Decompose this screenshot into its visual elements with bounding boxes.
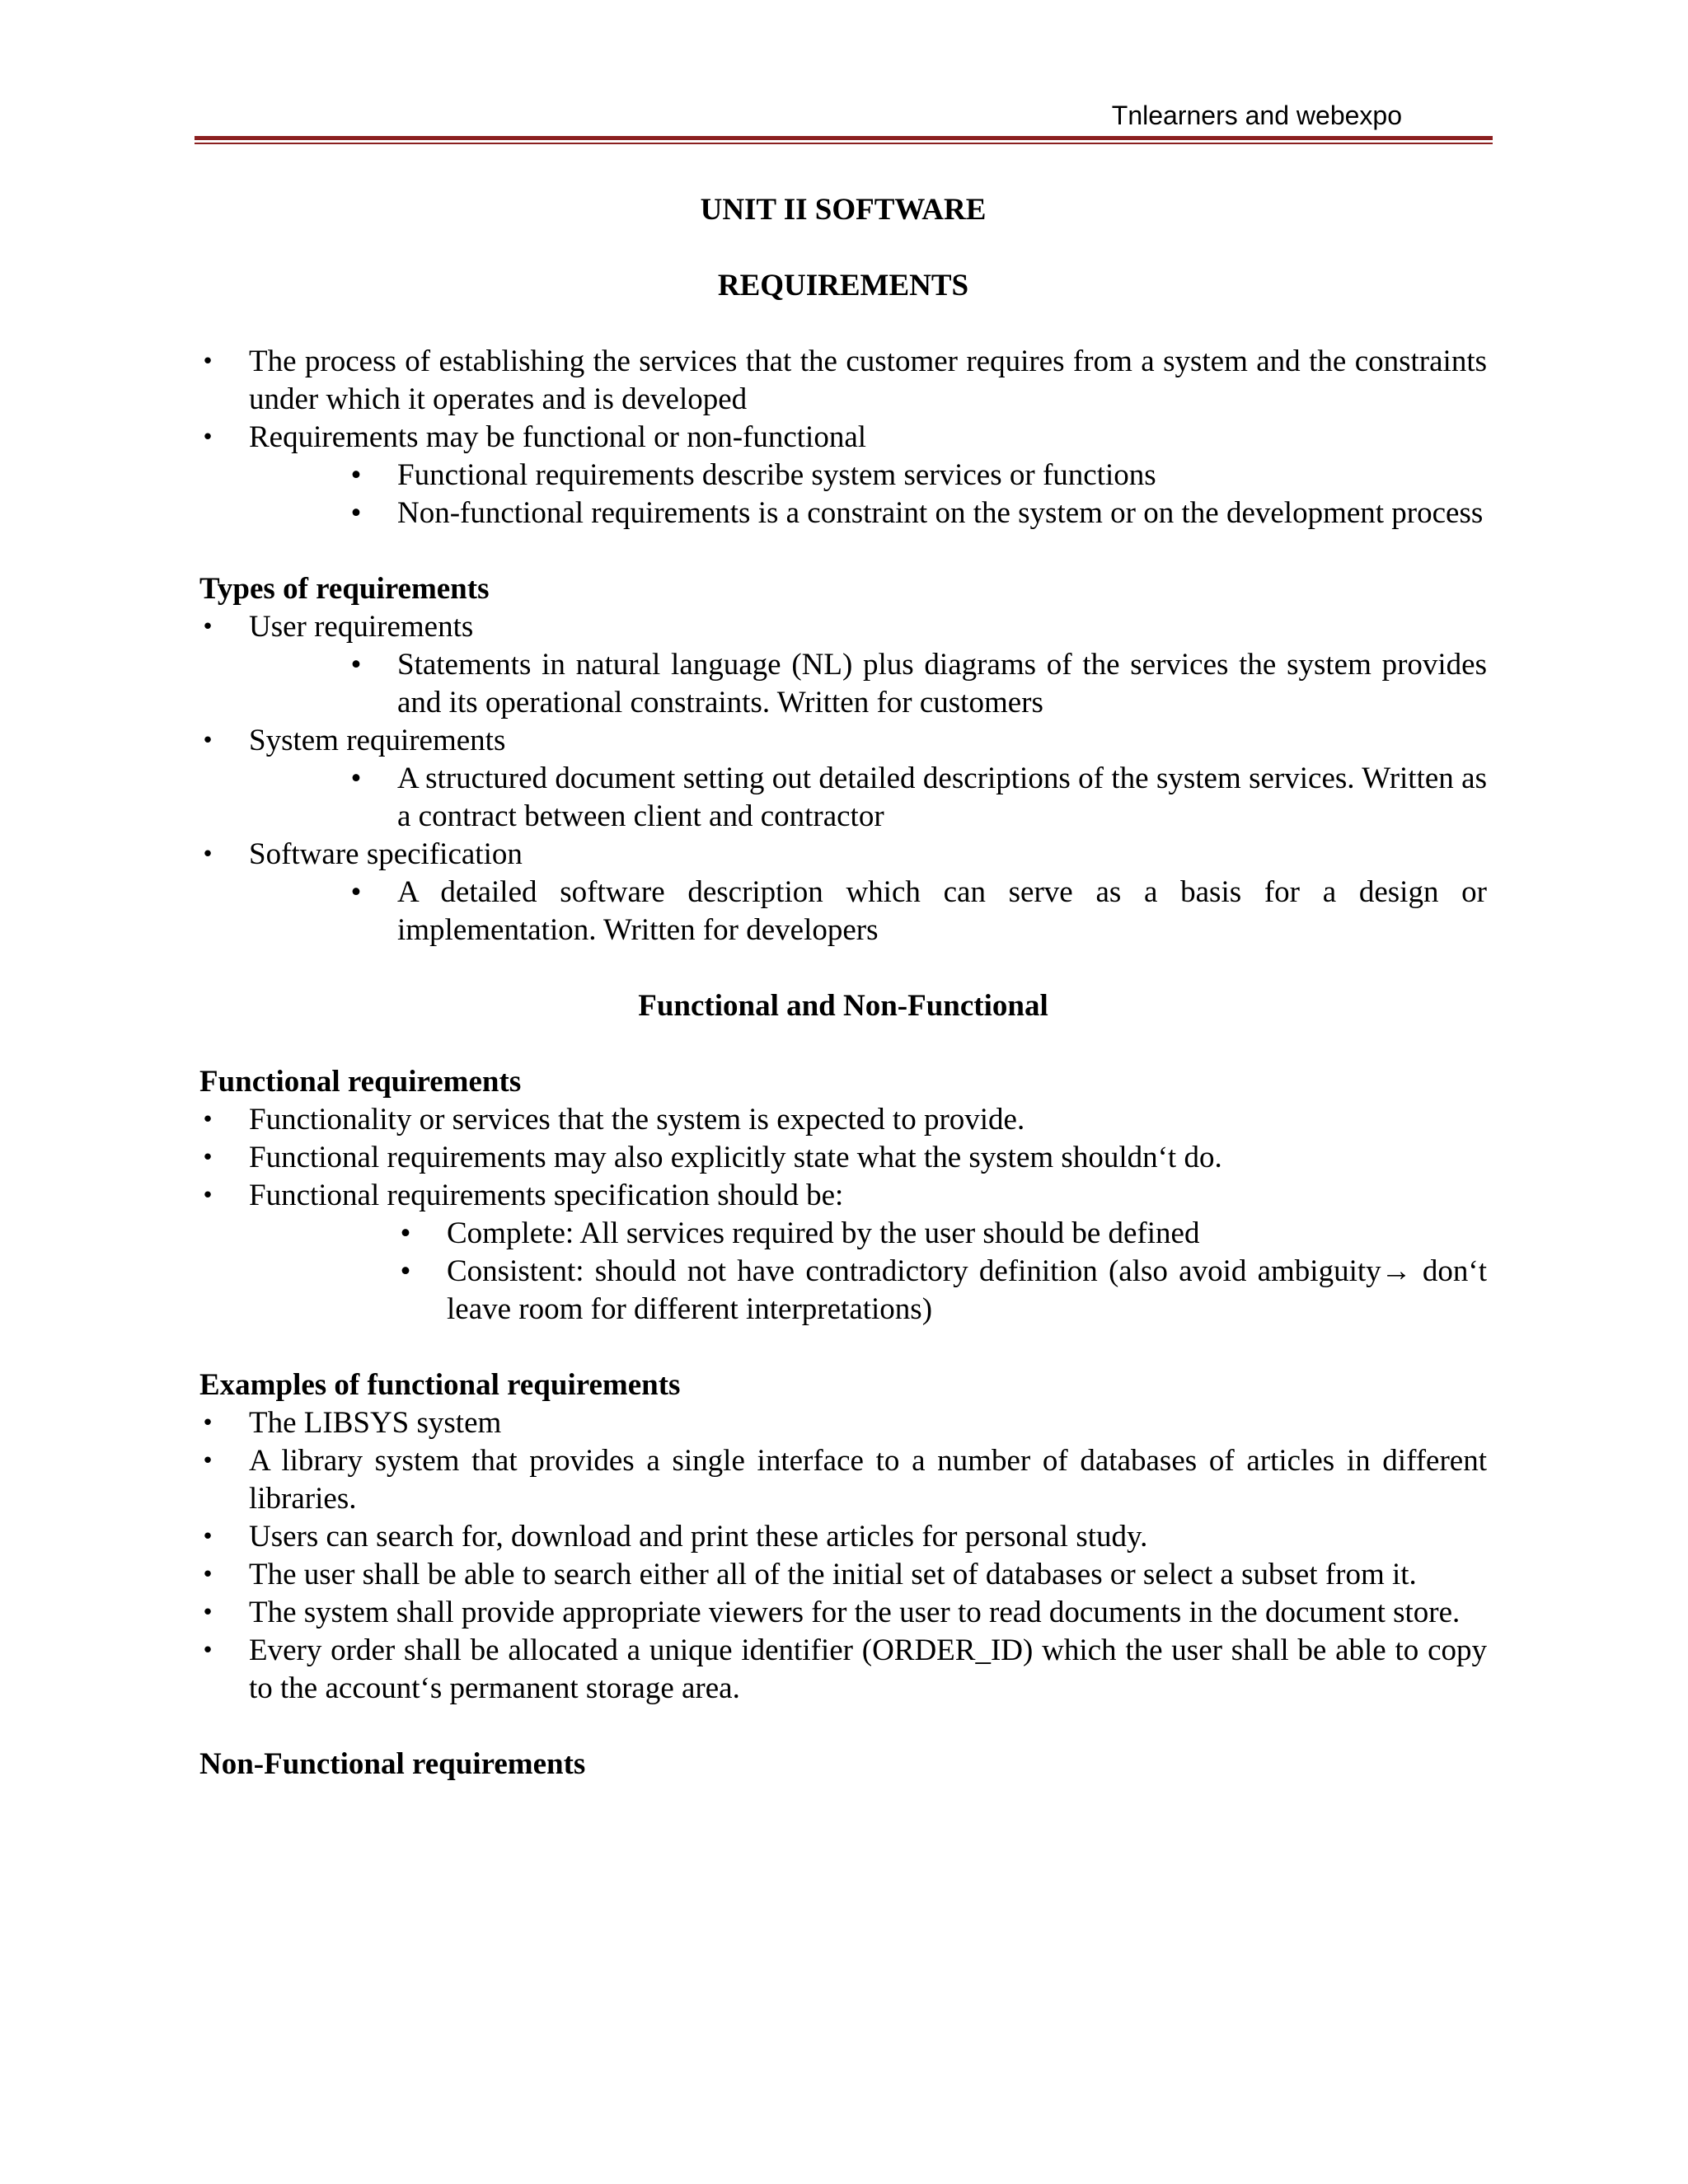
list-item <box>199 1177 1487 1329</box>
section-heading-types: Types of requirements <box>199 572 490 606</box>
list-item-text: The user shall be able to search either all of the initial set of databases or select a subset from it. <box>249 1558 1417 1591</box>
sub-list-item <box>249 1253 1487 1329</box>
spacer <box>199 1025 1487 1063</box>
section-title-fnf: Functional and Non-Functional <box>638 989 1048 1023</box>
section-heading-examples: Examples of functional requirements <box>199 1368 681 1402</box>
list-item <box>199 1442 1487 1518</box>
bullet-icon: • <box>201 349 214 374</box>
sub-list <box>249 457 1487 532</box>
sub-list-item <box>249 760 1487 836</box>
list-item-text: Users can search for, download and print these articles for personal study. <box>249 1520 1148 1554</box>
functional-list <box>199 1101 1487 1329</box>
sub-list-item-text: Consistent: should not have contradictory definition (also avoid ambiguity→ don‘t leave room for different interpretations) <box>447 1254 1487 1326</box>
list-item-text: Every order shall be allocated a unique identifier (ORDER_ID) which the user shall be able to copy to the account‘s permanent storage area. <box>249 1633 1487 1705</box>
sub-list <box>249 1215 1487 1329</box>
bullet-icon: • <box>201 1108 214 1132</box>
bullet-icon: • <box>201 1638 214 1663</box>
bullet-icon: • <box>201 1183 214 1208</box>
bullet-icon: • <box>201 425 214 450</box>
list-item <box>199 1139 1487 1177</box>
section-heading-functional: Functional requirements <box>199 1065 522 1099</box>
bullet-icon: • <box>201 615 214 640</box>
sub-list-item-text: A detailed software description which can serve as a basis for a design or implementation. Written for developers <box>397 875 1487 947</box>
page-title-line1: UNIT II SOFTWARE <box>700 193 987 227</box>
spacer <box>199 532 1487 570</box>
bullet-icon: • <box>201 1601 214 1625</box>
sub-list-item <box>249 494 1487 532</box>
sub-list <box>249 646 1487 722</box>
sub-list-item-text: Complete: All services required by the user should be defined <box>447 1216 1200 1250</box>
list-item <box>199 608 1487 722</box>
list-item <box>199 1518 1487 1556</box>
list-item <box>199 1556 1487 1594</box>
sub-list-item <box>249 646 1487 722</box>
header-rule <box>195 136 1493 140</box>
list-item-text: Functional requirements specification should be: <box>249 1179 844 1212</box>
sub-bullet-icon: • <box>350 458 362 492</box>
list-item-text: Software specification <box>249 837 523 871</box>
bullet-icon: • <box>201 1563 214 1587</box>
sub-list <box>249 760 1487 836</box>
sub-list <box>249 874 1487 949</box>
spacer <box>199 949 1487 987</box>
list-item <box>199 836 1487 949</box>
section-heading-nonfunctional: Non-Functional requirements <box>199 1747 586 1781</box>
sub-list-item-text: Non-functional requirements is a constraint on the system or on the development process <box>397 496 1484 530</box>
bullet-icon: • <box>201 1146 214 1170</box>
list-item-text: The system shall provide appropriate viewers for the user to read documents in the document store. <box>249 1596 1461 1629</box>
sub-bullet-icon: • <box>350 496 362 530</box>
list-item-text: User requirements <box>249 610 474 644</box>
document-body <box>199 191 1487 1783</box>
list-item-text: The LIBSYS system <box>249 1406 502 1440</box>
spacer <box>199 1708 1487 1746</box>
page-title-line2: REQUIREMENTS <box>717 269 969 302</box>
sub-bullet-icon: • <box>350 875 362 909</box>
list-item <box>199 722 1487 836</box>
sub-bullet-icon: • <box>400 1254 411 1288</box>
list-item <box>199 1632 1487 1708</box>
list-item-text: A library system that provides a single interface to a number of databases of articles in different libraries. <box>249 1444 1487 1516</box>
list-item-text: System requirements <box>249 724 506 757</box>
bullet-icon: • <box>201 729 214 753</box>
bullet-icon: • <box>201 842 214 867</box>
list-item-text: Functional requirements may also explicitly state what the system shouldn‘t do. <box>249 1141 1222 1174</box>
list-item <box>199 419 1487 532</box>
bullet-icon: • <box>201 1525 214 1549</box>
list-item-text: Functionality or services that the system is expected to provide. <box>249 1103 1025 1137</box>
examples-list <box>199 1404 1487 1708</box>
list-item <box>199 1404 1487 1442</box>
sub-bullet-icon: • <box>400 1216 411 1250</box>
list-item-text: The process of establishing the services that the customer requires from a system and the constraints under which it operates and is developed <box>249 344 1487 416</box>
sub-list-item-text: Statements in natural language (NL) plus diagrams of the services the system provides and its operational constraints. Written for customers <box>397 648 1487 719</box>
types-list <box>199 608 1487 949</box>
sub-list-item-text: Functional requirements describe system services or functions <box>397 458 1156 492</box>
sub-list-item <box>249 1215 1487 1253</box>
bullet-icon: • <box>201 1449 214 1474</box>
running-header: Tnlearners and webexpo <box>1111 101 1402 130</box>
header-rule-thin <box>195 143 1493 144</box>
spacer <box>199 1329 1487 1366</box>
sub-list-item-text: A structured document setting out detailed descriptions of the system services. Written as a contract between client and contractor <box>397 762 1487 833</box>
sub-bullet-icon: • <box>350 648 362 682</box>
list-item <box>199 343 1487 419</box>
list-item <box>199 1594 1487 1632</box>
sub-bullet-icon: • <box>350 762 362 795</box>
sub-list-item <box>249 874 1487 949</box>
bullet-icon: • <box>201 1411 214 1436</box>
sub-list-item <box>249 457 1487 494</box>
intro-list <box>199 343 1487 532</box>
list-item-text: Requirements may be functional or non-functional <box>249 420 867 454</box>
list-item <box>199 1101 1487 1139</box>
